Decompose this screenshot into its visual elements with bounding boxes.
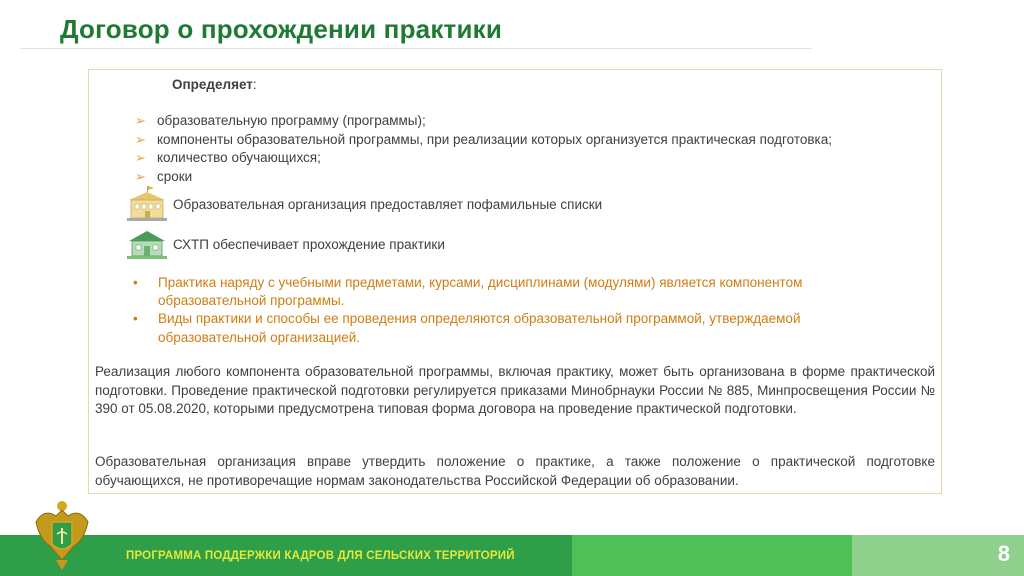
orange-list-item <box>133 310 903 346</box>
icon-row-school <box>127 186 602 222</box>
arrow-item-text: количество обучающихся; <box>157 150 321 165</box>
orange-bullet-list <box>133 274 903 347</box>
intro-line <box>172 77 257 92</box>
orange-list-item <box>133 274 903 310</box>
arrow-list <box>135 112 832 186</box>
arrow-list-item <box>135 149 832 168</box>
arrow-item-text: сроки <box>157 168 193 184</box>
paragraph-practice-implementation: Реализация любого компонента образовательной программы, включая практику, может быть организована в форме практической подготовки. Проведение практической подготовки регулируется приказами Минобрнауки России № 885, Минпросвещения России № 390 от 05.08.2020, которыми предусмотрена типовая форма договора на проведение практической подготовки. <box>95 364 935 416</box>
icon-row-text: СХТП обеспечивает прохождение практики <box>173 236 445 252</box>
title-divider <box>20 48 812 49</box>
page-number: 8 <box>997 541 1010 566</box>
footer-middle-band <box>572 535 852 576</box>
arrow-list-item <box>135 168 832 187</box>
icon-row-farmhouse <box>127 229 445 259</box>
arrow-bullet-icon: ➢ <box>135 168 146 184</box>
arrow-item-text: компоненты образовательной программы, при реализации которых организуется практическая подготовка; <box>157 131 832 147</box>
orange-item-text: Виды практики и способы ее проведения определяются образовательной программой, утверждаемой образовательной организацией. <box>158 311 801 345</box>
arrow-item-text: образовательную программу (программы); <box>157 113 426 128</box>
bullet-dot-icon: • <box>133 311 138 327</box>
intro-label: Определяет <box>172 77 253 92</box>
arrow-bullet-icon: ➢ <box>135 113 146 128</box>
bullet-dot-icon: • <box>133 275 138 290</box>
orange-item-text: Практика наряду с учебными предметами, курсами, дисциплинами (модулями) является компонентом образовательной программы. <box>158 275 803 309</box>
page-title: Договор о прохождении практики <box>60 14 503 44</box>
arrow-list-item <box>135 112 832 131</box>
intro-suffix: : <box>252 77 257 92</box>
arrow-list-item <box>135 131 832 150</box>
farmhouse-icon <box>127 229 167 259</box>
arrow-bullet-icon: ➢ <box>135 150 146 165</box>
arrow-bullet-icon: ➢ <box>135 131 146 147</box>
footer-program-band <box>120 535 572 576</box>
footer-program-title: ПРОГРАММА ПОДДЕРЖКИ КАДРОВ ДЛЯ СЕЛЬСКИХ ТЕРРИТОРИЙ <box>126 549 515 562</box>
paragraph-organization-rights: Образовательная организация вправе утвердить положение о практике, а также положение о практической подготовке обучающихся, не противоречащие нормам законодательства Российской Федерации об образовании. <box>95 454 935 488</box>
school-building-icon <box>127 186 167 222</box>
icon-row-text: Образовательная организация предоставляет пофамильные списки <box>173 196 603 212</box>
coat-of-arms-emblem-icon <box>30 500 94 572</box>
